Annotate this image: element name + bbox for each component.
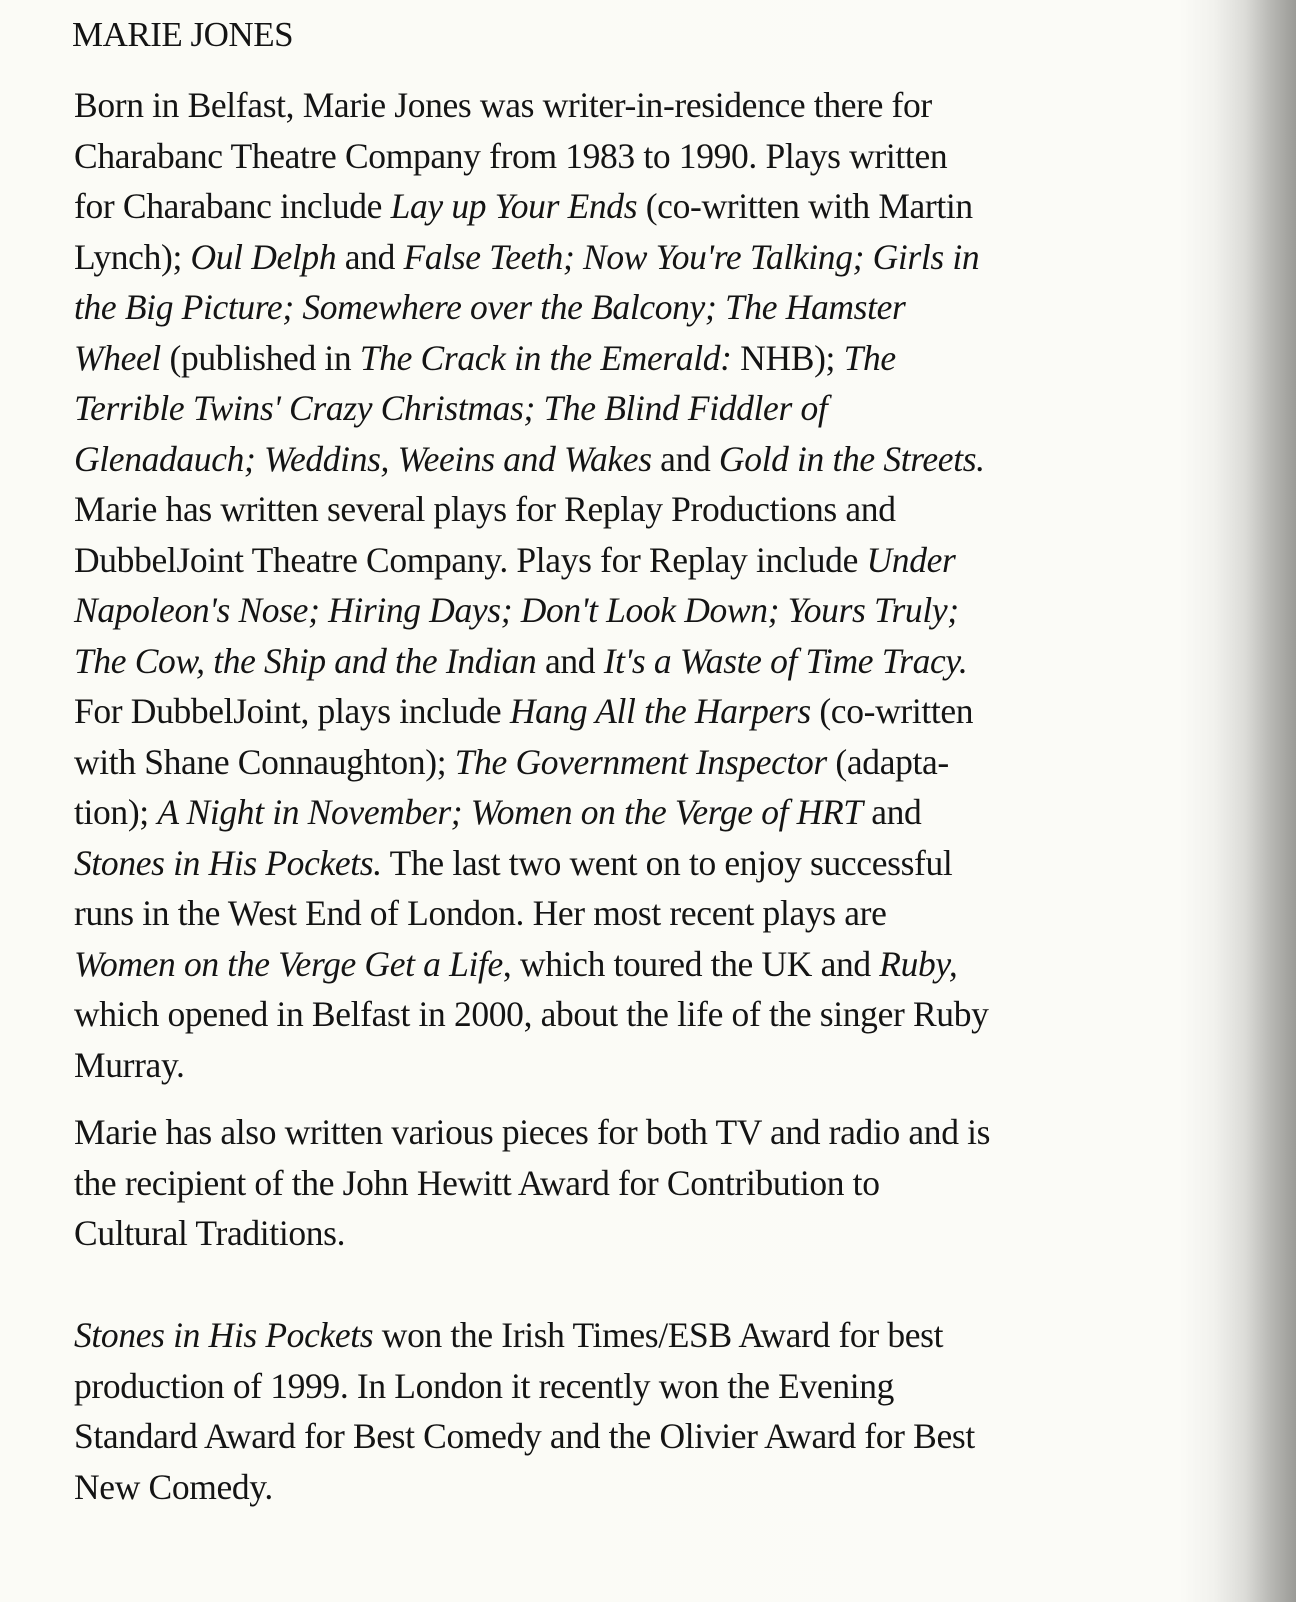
text-run: the recipient of the John Hewitt Award for Contribution to [74, 1162, 880, 1203]
italic-title-run: The [843, 337, 896, 378]
italic-title-run: The Government Inspector [454, 741, 827, 782]
text-line [74, 434, 989, 485]
text-run: (published in [160, 337, 360, 378]
text-run: Cultural Traditions. [74, 1213, 346, 1253]
text-run: New Comedy. [74, 1466, 273, 1507]
text-line [74, 838, 989, 889]
italic-title-run: Oul Delph [190, 236, 337, 277]
text-run: for Charabanc include [74, 186, 391, 226]
biography-paragraph [74, 80, 989, 1090]
italic-title-run: Wheel [74, 337, 161, 378]
text-line [74, 535, 989, 586]
text-line [74, 80, 989, 131]
text-run: tion); [74, 792, 158, 832]
text-run: Lynch); [74, 236, 191, 277]
text-run: production of 1999. In London it recently won the Evening [74, 1365, 895, 1406]
text-line [74, 939, 989, 990]
italic-title-run: Lay up Your Ends [390, 186, 638, 226]
text-line [74, 636, 989, 687]
italic-title-run: Stones in His Pockets [74, 1315, 374, 1355]
italic-title-run: Gold in the Streets. [718, 438, 985, 479]
italic-title-run: Women on the Verge Get a Life [74, 943, 503, 984]
text-run: Charabanc Theatre Company from 1983 to 1990. Plays written [74, 135, 948, 176]
text-run: and [536, 640, 604, 681]
tv-radio-paragraph [74, 1107, 990, 1259]
text-line [74, 1208, 990, 1259]
italic-title-run: Stones in His Pockets. [74, 842, 382, 883]
text-run: with Shane Connaughton); [74, 741, 455, 782]
text-run: won the Irish Times/ESB Award for best [373, 1315, 944, 1355]
text-line [74, 181, 989, 232]
text-run: Born in Belfast, Marie Jones was writer-in-residence there for [74, 85, 932, 125]
text-line [74, 787, 989, 838]
italic-title-run: Napoleon's Nose; Hiring Days; Don't Look Down; Yours Truly; [74, 590, 959, 630]
text-run: NHB); [731, 337, 844, 378]
italic-title-run: Terrible Twins' Crazy Christmas; The Blind Fiddler of [74, 388, 828, 428]
text-line [74, 1107, 990, 1158]
text-run: which opened in Belfast in 2000, about the life of the singer Ruby [74, 994, 989, 1034]
text-line [74, 232, 989, 283]
text-line [74, 686, 989, 737]
text-line [74, 383, 989, 434]
italic-title-run: It's a Waste of Time Tracy. [603, 640, 968, 681]
text-run: runs in the West End of London. Her most recent plays are [74, 893, 887, 933]
text-line [74, 888, 989, 939]
text-run: (adapta- [826, 741, 949, 782]
text-run: The last two went on to enjoy successful [381, 842, 953, 883]
text-run: (co-written with Martin [637, 186, 973, 226]
text-run: and [336, 236, 404, 277]
text-line [74, 1158, 990, 1209]
awards-paragraph [74, 1310, 975, 1512]
text-line [74, 1462, 975, 1513]
text-line [74, 737, 989, 788]
italic-title-run: Under [866, 539, 956, 580]
italic-title-run: A Night in November; Women on the Verge of HRT [157, 792, 863, 832]
text-line [74, 1361, 975, 1412]
text-line [74, 585, 989, 636]
text-line [74, 1310, 975, 1361]
text-run: For DubbelJoint, plays include [74, 691, 510, 731]
text-line [74, 333, 989, 384]
text-run: (co-written [810, 691, 974, 731]
text-line [74, 282, 989, 333]
italic-title-run: the Big Picture; Somewhere over the Balcony; The Hamster [74, 287, 906, 327]
italic-title-run: The Crack in the Emerald: [359, 337, 732, 378]
italic-title-run: The Cow, the Ship and the Indian [74, 640, 537, 681]
text-line [74, 1411, 975, 1462]
text-run: Marie has written several plays for Replay Productions and [74, 489, 896, 529]
italic-title-run: False Teeth; Now You're Talking; Girls in [403, 236, 980, 277]
author-heading: MARIE JONES [72, 15, 294, 54]
text-line [74, 484, 989, 535]
text-run: and [862, 792, 922, 832]
text-run: Standard Award for Best Comedy and the Olivier Award for Best [74, 1416, 975, 1456]
text-line [74, 1040, 989, 1091]
text-line [74, 989, 989, 1040]
text-run: Marie has also written various pieces for both TV and radio and is [74, 1112, 991, 1152]
italic-title-run: Hang All the Harpers [509, 691, 811, 731]
italic-title-run: Glenadauch; Weddins, Weeins and Wakes [74, 438, 652, 479]
italic-title-run: Ruby, [879, 943, 958, 984]
text-run: and [651, 438, 719, 479]
text-run: Murray. [74, 1044, 185, 1085]
text-line [74, 131, 989, 182]
text-run: DubbelJoint Theatre Company. Plays for Replay include [74, 539, 867, 580]
text-run: , which toured the UK and [502, 943, 880, 984]
